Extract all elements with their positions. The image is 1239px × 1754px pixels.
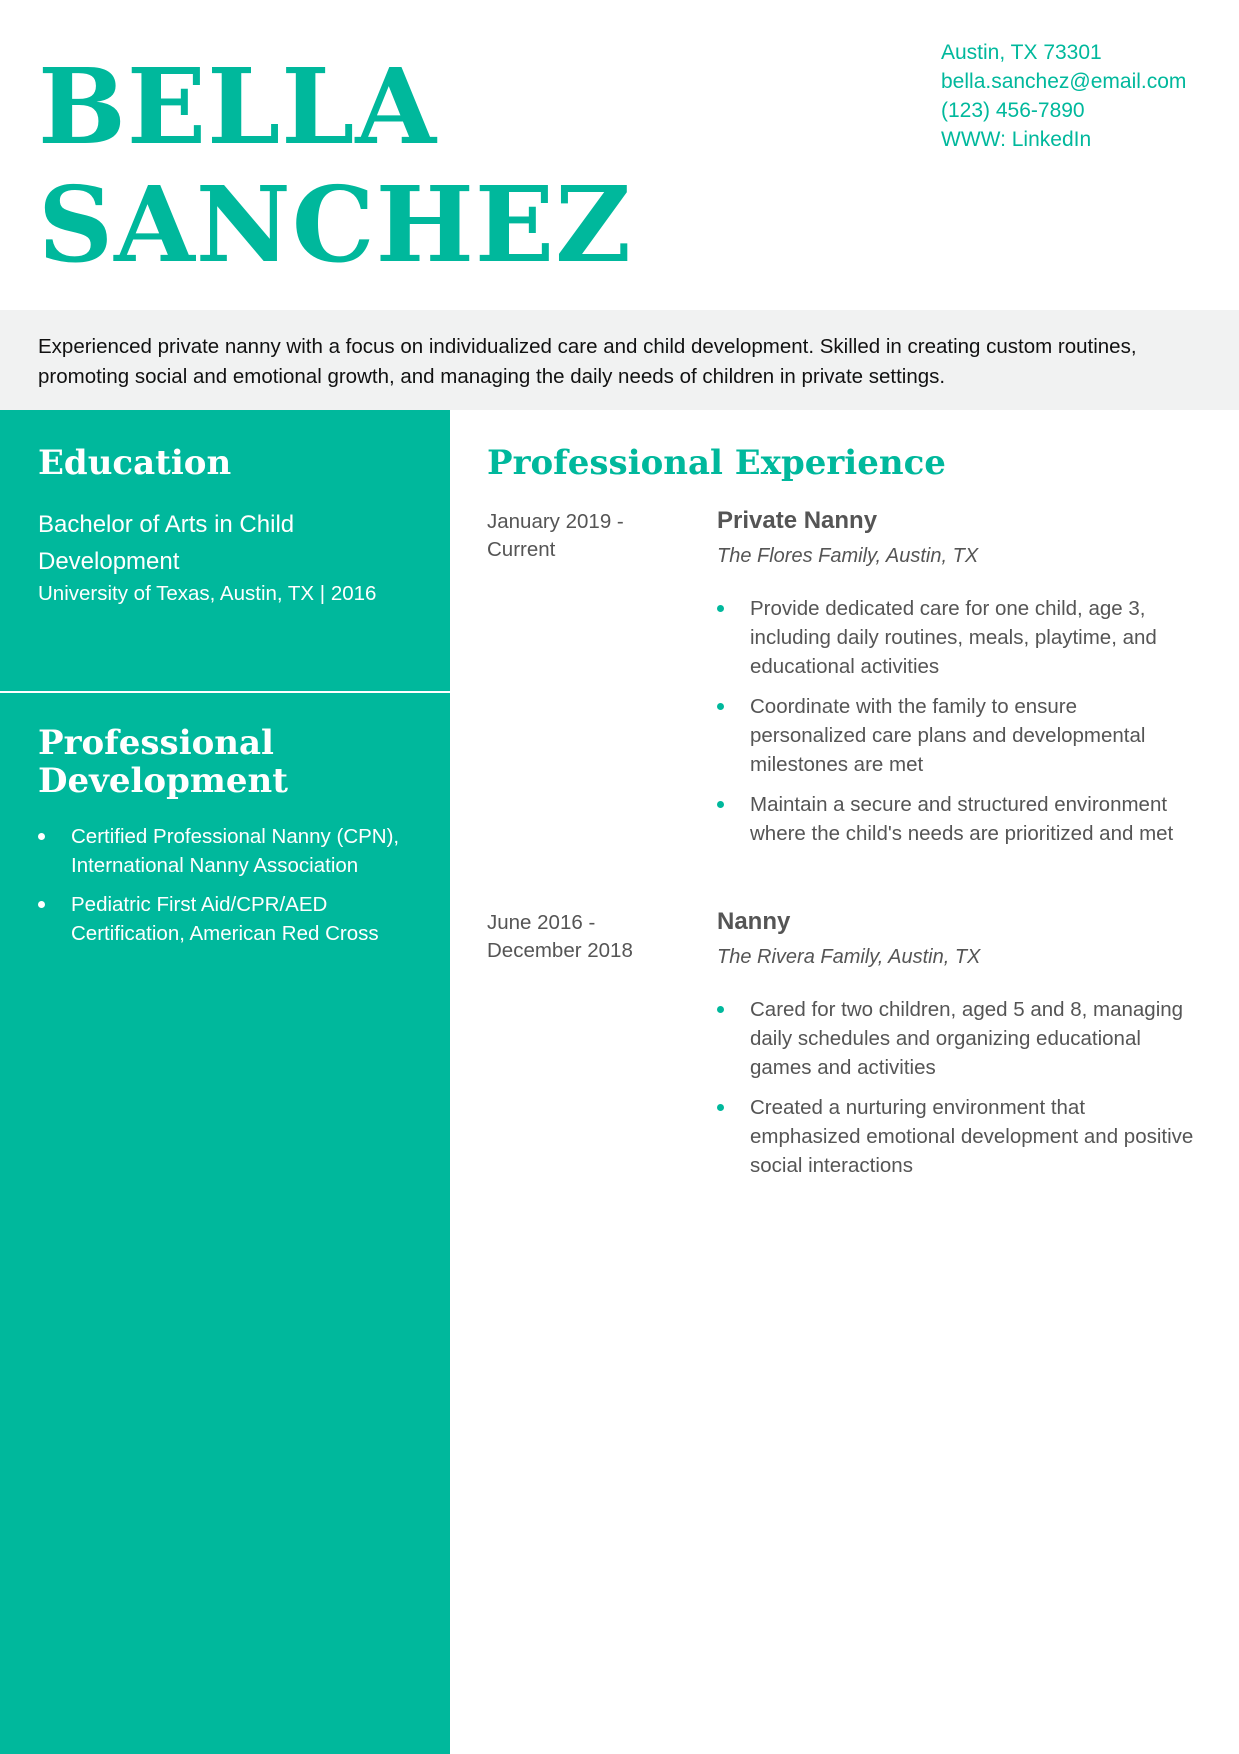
list-item-text: Certified Professional Nanny (CPN), International Nanny Association xyxy=(71,825,400,877)
contact-location: Austin, TX 73301 xyxy=(941,41,1102,64)
list-item-text: Maintain a secure and structured environment where the child's needs are prioritized and met xyxy=(750,793,1174,845)
first-name: BELLA xyxy=(38,45,438,168)
job-role: Nanny xyxy=(717,908,791,935)
list-item xyxy=(717,594,1197,681)
list-item-text: Pediatric First Aid/CPR/AED Certification, American Red Cross xyxy=(71,893,379,945)
bullet-icon xyxy=(717,703,724,710)
list-item xyxy=(38,890,438,948)
job-bullets xyxy=(717,995,1197,1191)
professional-development-heading: Professional Development xyxy=(38,723,288,801)
last-name: SANCHEZ xyxy=(38,163,633,286)
job-dates: June 2016 - December 2018 xyxy=(487,911,633,962)
section-divider xyxy=(0,691,450,693)
education-school: University of Texas, Austin, TX | 2016 xyxy=(38,582,377,605)
bullet-icon xyxy=(717,605,724,612)
candidate-name xyxy=(38,45,633,286)
summary-band xyxy=(0,310,1239,410)
list-item-text: Cared for two children, aged 5 and 8, managing daily schedules and organizing educational games and activities xyxy=(750,998,1184,1079)
job-bullets xyxy=(717,594,1197,859)
education-degree: Bachelor of Arts in Child Development xyxy=(38,511,295,575)
contact-email[interactable]: bella.sanchez@email.com xyxy=(941,70,1187,93)
job-employer: The Rivera Family, Austin, TX xyxy=(717,946,981,968)
contact-phone: (123) 456-7890 xyxy=(941,99,1085,122)
bullet-icon xyxy=(717,1104,724,1111)
left-column xyxy=(0,410,450,1754)
list-item-text: Provide dedicated care for one child, age 3, including daily routines, meals, playtime, and educational activities xyxy=(750,597,1157,678)
list-item-text: Created a nurturing environment that emphasized emotional development and positive social interactions xyxy=(750,1096,1194,1177)
job-role: Private Nanny xyxy=(717,507,878,534)
job-dates: January 2019 - Current xyxy=(487,510,624,561)
contact-website[interactable]: WWW: LinkedIn xyxy=(941,128,1092,151)
experience-heading: Professional Experience xyxy=(487,443,946,483)
list-item xyxy=(38,822,438,880)
bullet-icon xyxy=(717,1006,724,1013)
list-item xyxy=(717,790,1197,848)
list-item xyxy=(717,995,1197,1082)
list-item xyxy=(717,1093,1197,1180)
list-item xyxy=(717,692,1197,779)
bullet-icon xyxy=(38,833,45,840)
contact-info xyxy=(941,38,1186,154)
job-employer: The Flores Family, Austin, TX xyxy=(717,545,979,567)
bullet-icon xyxy=(717,801,724,808)
education-heading: Education xyxy=(38,443,232,483)
bullet-icon xyxy=(38,901,45,908)
professional-development-list xyxy=(38,822,438,958)
resume-header xyxy=(0,0,1239,310)
summary-text: Experienced private nanny with a focus on individualized care and child development. Skilled in creating custom routines, promoting social and emotional growth, and managing the daily needs of children in private settings. xyxy=(38,335,1137,388)
list-item-text: Coordinate with the family to ensure personalized care plans and developmental milestones are met xyxy=(750,695,1146,776)
